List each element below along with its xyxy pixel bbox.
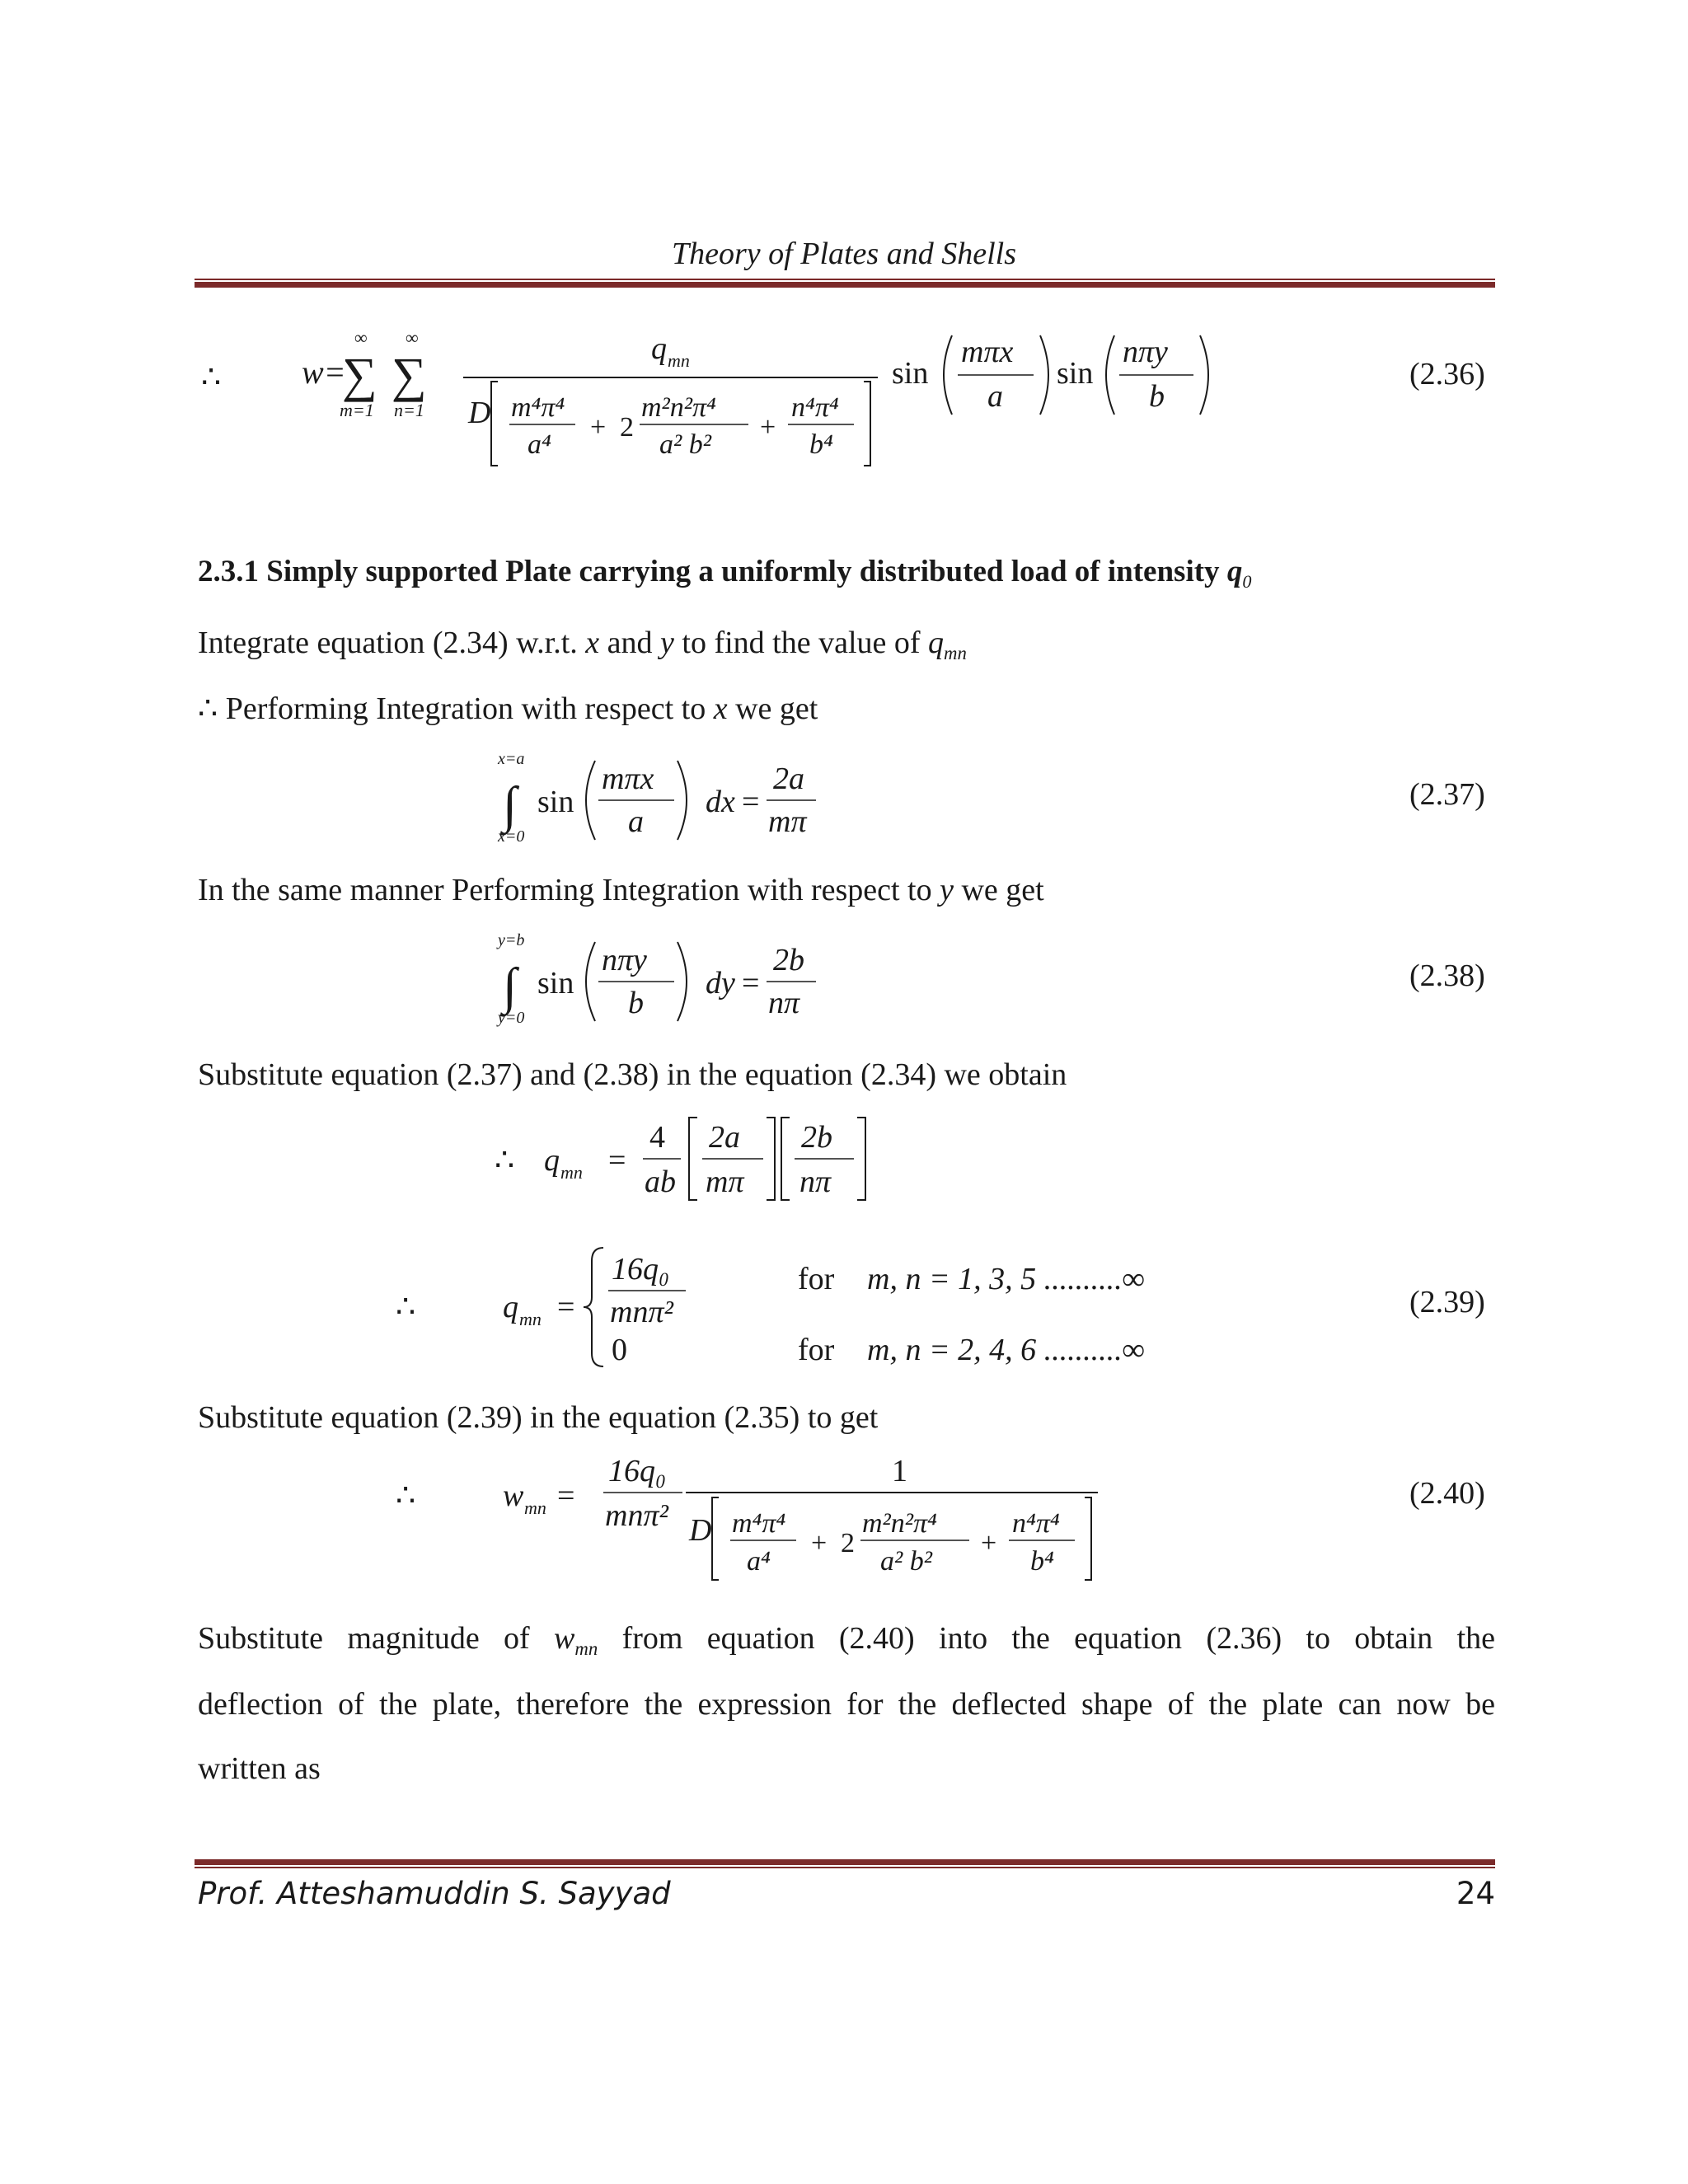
coefficient-two: 2 xyxy=(620,412,634,443)
term1-denominator: a⁴ xyxy=(747,1546,771,1577)
equation-qmn-product xyxy=(486,1104,898,1212)
differential-dx: dx xyxy=(706,785,735,819)
equals-sign: = xyxy=(557,1479,575,1513)
eq236-lhs: w= xyxy=(302,354,346,391)
q-symbol: q xyxy=(651,331,667,366)
rhs-denominator: nπ xyxy=(768,986,800,1020)
page-number: 24 xyxy=(1456,1876,1495,1911)
footer-rule-thick xyxy=(195,1859,1495,1865)
sum-symbol-m: ∑ xyxy=(342,348,377,402)
paragraph-deflection-line3: written as xyxy=(198,1751,321,1786)
equation-number-2-39: (2.39) xyxy=(1409,1285,1485,1319)
sin-arg-denominator: b xyxy=(628,986,644,1020)
integral-lower-limit: y=0 xyxy=(498,1009,525,1027)
term1-numerator: m⁴π⁴ xyxy=(511,392,565,423)
term1-denominator: a⁴ xyxy=(528,429,551,460)
paragraph-deflection-line2: deflection of the plate, therefore the expression for the deflected shape of the plate can now be xyxy=(198,1687,1495,1722)
plus-sign: + xyxy=(981,1528,997,1558)
integral-sign: ∫ xyxy=(503,958,517,1015)
paragraph-integrate-y: In the same manner Performing Integration with respect to y we get xyxy=(198,873,1044,907)
term2-denominator: a² b² xyxy=(659,429,711,460)
factor3-numerator: 2b xyxy=(801,1120,832,1155)
flexural-rigidity-D: D xyxy=(468,396,491,430)
case2-value: 0 xyxy=(612,1333,627,1367)
equals-sign: = xyxy=(557,1290,575,1324)
sum-lower-n: n=1 xyxy=(394,400,424,420)
term3-numerator: n⁴π⁴ xyxy=(791,392,839,423)
integral-lower-limit: x=0 xyxy=(498,827,525,846)
paragraph-substitute-2: Substitute equation (2.39) in the equation (2.35) to get xyxy=(198,1400,879,1435)
term3-denominator: b⁴ xyxy=(809,429,833,460)
factor-denominator: mnπ² xyxy=(605,1498,668,1533)
factor3-denominator: nπ xyxy=(799,1165,832,1199)
equation-2-37 xyxy=(495,746,841,853)
integral-upper-limit: y=b xyxy=(498,931,525,949)
footer-author: Prof. Atteshamuddin S. Sayyad xyxy=(198,1876,671,1911)
sin-arg1-numerator: mπx xyxy=(961,335,1014,369)
sum-lower-m: m=1 xyxy=(340,400,374,420)
q-subscript: mn xyxy=(519,1309,542,1329)
sum-upper-m: ∞ xyxy=(354,327,368,348)
q-symbol: q xyxy=(544,1143,560,1178)
header-rule-thin xyxy=(195,279,1495,280)
equation-number-2-40: (2.40) xyxy=(1409,1476,1485,1511)
sin-function: sin xyxy=(1057,356,1094,391)
sin-arg-numerator: nπy xyxy=(602,943,647,977)
equation-2-39 xyxy=(387,1236,1212,1376)
factor2-denominator: mπ xyxy=(706,1165,744,1199)
equation-2-40 xyxy=(387,1446,1129,1591)
unit-numerator: 1 xyxy=(892,1454,907,1488)
therefore-symbol: ∴ xyxy=(201,360,222,395)
equals-sign: = xyxy=(742,785,760,819)
sin-arg-numerator: mπx xyxy=(602,762,654,796)
term3-denominator: b⁴ xyxy=(1030,1546,1054,1577)
section-heading-symbol-sub: 0 xyxy=(1242,570,1252,592)
integral-sign: ∫ xyxy=(503,777,517,833)
paragraph-substitute-1: Substitute equation (2.37) and (2.38) in the equation (2.34) we obtain xyxy=(198,1057,1067,1092)
sin-arg-denominator: a xyxy=(628,804,644,839)
equals-sign: = xyxy=(608,1143,626,1178)
paragraph-integrate: Integrate equation (2.34) w.r.t. x and y to find the value of $q_{mn}$ xyxy=(198,626,967,663)
equation-2-38 xyxy=(495,927,841,1034)
section-heading xyxy=(198,554,1251,593)
sin-function: sin xyxy=(892,356,929,391)
term2-numerator: m²n²π⁴ xyxy=(862,1508,937,1539)
section-heading-text: 2.3.1 Simply supported Plate carrying a uniformly distributed load of intensity xyxy=(198,555,1220,588)
equation-2-36 xyxy=(190,326,1261,482)
factor2-numerator: 2a xyxy=(709,1120,740,1155)
plus-sign: + xyxy=(811,1528,828,1558)
term2-denominator: a² b² xyxy=(880,1546,932,1577)
rhs-denominator: mπ xyxy=(768,804,807,839)
therefore-symbol: ∴ xyxy=(495,1143,515,1178)
case1-denominator: mnπ² xyxy=(610,1295,673,1329)
case2-for: for xyxy=(798,1333,835,1367)
integral-upper-limit: x=a xyxy=(498,750,525,768)
w-subscript: mn xyxy=(524,1497,546,1518)
paragraph-integrate-x: ∴ Performing Integration with respect to x we get xyxy=(198,691,818,726)
sin-function: sin xyxy=(537,785,574,819)
q-subscript: mn xyxy=(560,1162,583,1183)
paragraph-deflection-line1: Substitute magnitude of $w_{mn}$ from equation (2.40) into the equation (2.36) to obtain the xyxy=(198,1621,1496,1659)
coefficient-two: 2 xyxy=(841,1528,855,1558)
equals-sign: = xyxy=(742,966,760,1001)
flexural-rigidity-D: D xyxy=(689,1513,712,1548)
case2-condition: m, n = 2, 4, 6 ..........∞ xyxy=(867,1333,1145,1367)
sin-arg2-denominator: b xyxy=(1149,379,1165,414)
sum-symbol-n: ∑ xyxy=(392,348,427,402)
equation-number-2-37: (2.37) xyxy=(1409,777,1485,812)
footer-rule-thin xyxy=(195,1867,1495,1868)
sin-arg2-numerator: nπy xyxy=(1123,335,1168,369)
sin-arg1-denominator: a xyxy=(987,379,1003,414)
sin-function: sin xyxy=(537,966,574,1001)
running-header-title: Theory of Plates and Shells xyxy=(672,237,1016,271)
section-heading-symbol: q xyxy=(1226,555,1243,588)
rhs-numerator: 2b xyxy=(773,943,804,977)
term3-numerator: n⁴π⁴ xyxy=(1012,1508,1060,1539)
factor1-numerator: 4 xyxy=(649,1120,665,1155)
factor-numerator: 16q₀ xyxy=(608,1454,667,1488)
therefore-symbol: ∴ xyxy=(396,1479,416,1513)
therefore-symbol: ∴ xyxy=(396,1290,416,1324)
term2-numerator: m²n²π⁴ xyxy=(641,392,716,423)
q-subscript: mn xyxy=(668,350,690,371)
case1-for: for xyxy=(798,1262,835,1296)
case1-numerator: 16q₀ xyxy=(612,1252,670,1286)
factor1-denominator: ab xyxy=(645,1165,676,1199)
equation-number-2-38: (2.38) xyxy=(1409,958,1485,993)
equation-number-2-36: (2.36) xyxy=(1409,357,1485,391)
case1-condition: m, n = 1, 3, 5 ..........∞ xyxy=(867,1262,1145,1296)
sum-upper-n: ∞ xyxy=(406,327,419,348)
q-symbol: q xyxy=(503,1290,518,1324)
term1-numerator: m⁴π⁴ xyxy=(732,1508,786,1539)
rhs-numerator: 2a xyxy=(773,762,804,796)
w-symbol: w xyxy=(503,1479,524,1513)
header-rule-thick xyxy=(195,282,1495,288)
plus-sign: + xyxy=(590,412,607,443)
plus-sign: + xyxy=(760,412,776,443)
differential-dy: dy xyxy=(706,966,735,1001)
